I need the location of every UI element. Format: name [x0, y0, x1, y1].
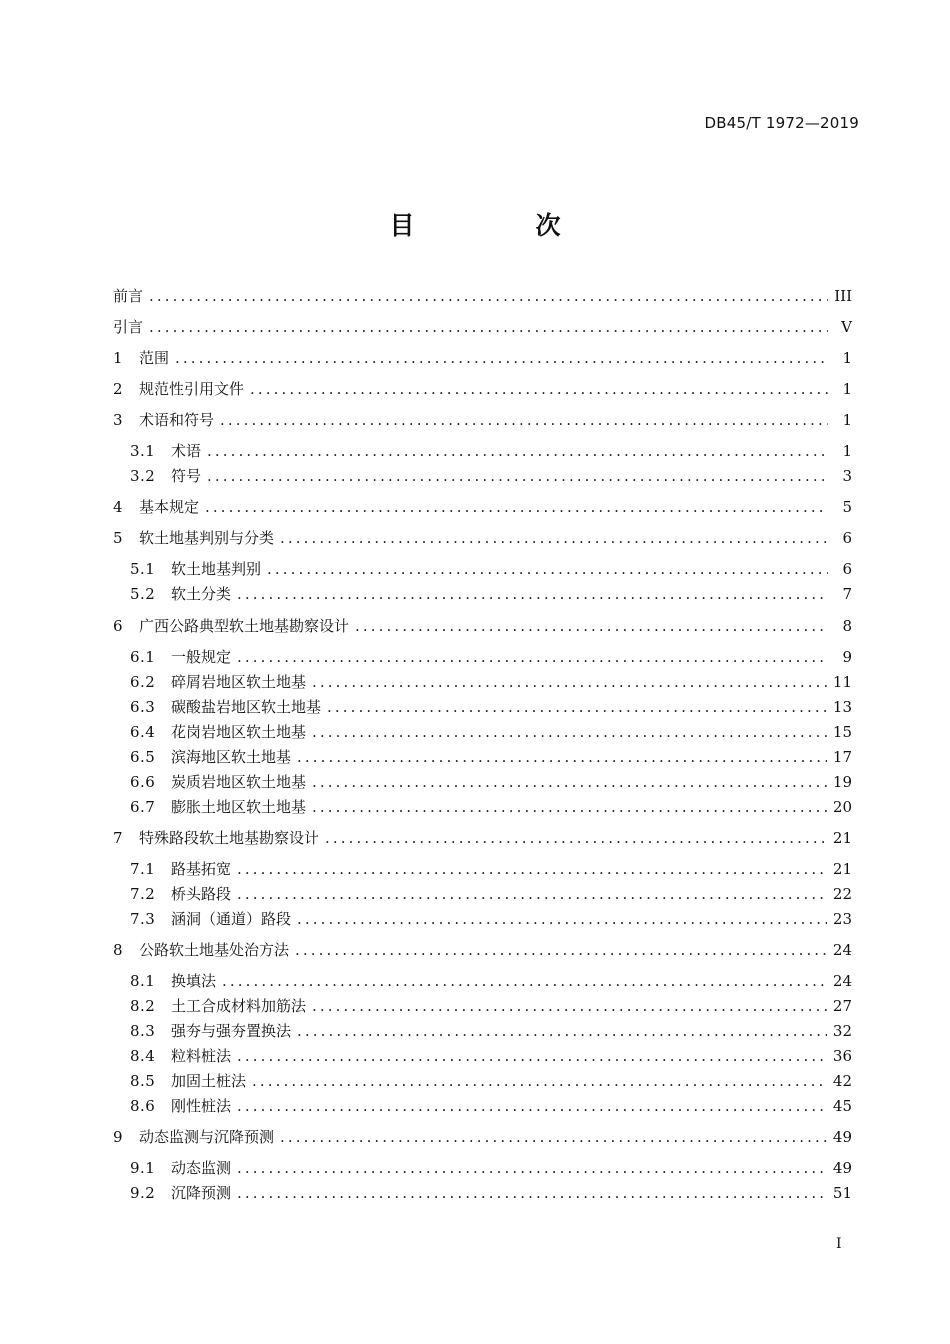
toc-entry-label: 粒料桩法 — [171, 1047, 232, 1065]
toc-entry-page: 1 — [842, 349, 852, 367]
toc-entry-page: 21 — [832, 860, 852, 878]
toc-entry[interactable] — [130, 881, 852, 907]
toc-entry[interactable] — [130, 856, 852, 882]
toc-dot-leader — [312, 993, 827, 1019]
toc-entry[interactable] — [113, 613, 852, 639]
toc-entry[interactable] — [113, 283, 852, 309]
toc-entry[interactable] — [113, 407, 852, 433]
toc-entry-number: 6.2 — [130, 673, 156, 691]
toc-entry-label: 滨海地区软土地基 — [171, 748, 292, 766]
toc-entry-number: 8.1 — [130, 972, 156, 990]
toc-entry[interactable] — [130, 581, 852, 607]
toc-entry-label: 规范性引用文件 — [139, 380, 245, 398]
toc-entry-page: 51 — [832, 1184, 852, 1202]
toc-entry-number: 6.1 — [130, 648, 156, 666]
toc-entry-page: 19 — [832, 773, 852, 791]
toc-dot-leader — [312, 719, 827, 745]
toc-dot-leader — [237, 1093, 827, 1119]
toc-entry[interactable] — [113, 525, 852, 551]
toc-entry-label: 桥头路段 — [171, 885, 232, 903]
toc-dot-leader — [205, 494, 828, 520]
toc-entry[interactable] — [130, 993, 852, 1019]
toc-entry[interactable] — [130, 769, 852, 795]
toc-entry-page: 21 — [832, 829, 852, 847]
toc-dot-leader — [207, 463, 828, 489]
toc-entry[interactable] — [130, 744, 852, 770]
toc-entry-number: 9 — [113, 1128, 124, 1146]
toc-dot-leader — [297, 1018, 827, 1044]
toc-entry-label: 土工合成材料加筋法 — [171, 997, 307, 1015]
toc-dot-leader — [312, 794, 827, 820]
toc-entry-label: 刚性桩法 — [171, 1097, 232, 1115]
toc-entry[interactable] — [130, 438, 852, 464]
toc-entry-label: 动态监测与沉降预测 — [139, 1128, 275, 1146]
toc-dot-leader — [237, 1155, 827, 1181]
toc-entry-label: 强夯与强夯置换法 — [171, 1022, 292, 1040]
toc-entry-page: 1 — [842, 411, 852, 429]
toc-dot-leader — [237, 856, 827, 882]
toc-entry[interactable] — [113, 345, 852, 371]
toc-entry-page: 24 — [832, 941, 852, 959]
toc-entry-page: 22 — [832, 885, 852, 903]
toc-entry[interactable] — [130, 1043, 852, 1069]
toc-entry-page: 32 — [832, 1022, 852, 1040]
toc-entry-number: 7 — [113, 829, 124, 847]
toc-entry-label: 涵洞（通道）路段 — [171, 910, 292, 928]
toc-entry[interactable] — [130, 1093, 852, 1119]
toc-entry-label: 沉降预测 — [171, 1184, 232, 1202]
toc-dot-leader — [220, 407, 828, 433]
toc-dot-leader — [252, 1068, 827, 1094]
toc-entry-page: 36 — [832, 1047, 852, 1065]
toc-entry-label: 引言 — [113, 318, 144, 336]
toc-dot-leader — [237, 581, 828, 607]
toc-entry-page: 49 — [832, 1128, 852, 1146]
toc-entry[interactable] — [130, 968, 852, 994]
page-number: I — [836, 1236, 842, 1252]
toc-entry-label: 碳酸盐岩地区软土地基 — [171, 698, 322, 716]
toc-entry-label: 膨胀土地区软土地基 — [171, 798, 307, 816]
toc-entry[interactable] — [113, 825, 852, 851]
toc-entry-number: 8.2 — [130, 997, 156, 1015]
toc-entry-label: 一般规定 — [171, 648, 232, 666]
toc-dot-leader — [312, 769, 827, 795]
toc-entry-page: 1 — [842, 442, 852, 460]
toc-entry-page: 15 — [832, 723, 852, 741]
toc-entry-page: 45 — [832, 1097, 852, 1115]
toc-dot-leader — [297, 744, 827, 770]
toc-entry-label: 术语和符号 — [139, 411, 215, 429]
toc-entry-number: 9.1 — [130, 1159, 156, 1177]
toc-entry[interactable] — [130, 1018, 852, 1044]
toc-dot-leader — [207, 438, 828, 464]
toc-entry-label: 范围 — [139, 349, 170, 367]
toc-entry-page: 17 — [832, 748, 852, 766]
toc-entry-number: 6.3 — [130, 698, 156, 716]
toc-entry-label: 术语 — [171, 442, 202, 460]
toc-entry-page: 11 — [832, 673, 852, 691]
toc-entry[interactable] — [113, 1124, 852, 1150]
toc-dot-leader — [237, 1180, 827, 1206]
toc-dot-leader — [355, 613, 828, 639]
toc-entry-number: 7.3 — [130, 910, 156, 928]
toc-dot-leader — [222, 968, 827, 994]
toc-dot-leader — [312, 669, 827, 695]
toc-entry-page: 13 — [832, 698, 852, 716]
toc-entry[interactable] — [130, 1068, 852, 1094]
toc-entry-number: 7.1 — [130, 860, 156, 878]
toc-entry[interactable] — [130, 1155, 852, 1181]
toc-dot-leader — [175, 345, 828, 371]
toc-entry-number: 3.1 — [130, 442, 156, 460]
toc-entry-page: 24 — [832, 972, 852, 990]
toc-entry-page: 27 — [832, 997, 852, 1015]
toc-dot-leader — [295, 937, 827, 963]
toc-entry-label: 花岗岩地区软土地基 — [171, 723, 307, 741]
toc-entry[interactable] — [130, 556, 852, 582]
toc-entry-number: 8.3 — [130, 1022, 156, 1040]
toc-entry[interactable] — [130, 669, 852, 695]
page-title: 目 次 — [389, 211, 609, 240]
toc-entry-number: 5 — [113, 529, 124, 547]
toc-entry-number: 8.5 — [130, 1072, 156, 1090]
toc-entry-label: 路基拓宽 — [171, 860, 232, 878]
toc-entry-page: 5 — [842, 498, 852, 516]
toc-entry-page: 23 — [832, 910, 852, 928]
toc-entry-number: 5.2 — [130, 585, 156, 603]
toc-entry-number: 6.5 — [130, 748, 156, 766]
toc-entry-number: 3.2 — [130, 467, 156, 485]
toc-entry-number: 6 — [113, 617, 124, 635]
toc-entry-label: 公路软土地基处治方法 — [139, 941, 290, 959]
toc-entry-page: 3 — [842, 467, 852, 485]
toc-entry[interactable] — [130, 1180, 852, 1206]
toc-entry[interactable] — [113, 494, 852, 520]
toc-entry[interactable] — [130, 719, 852, 745]
toc-entry-number: 8.4 — [130, 1047, 156, 1065]
toc-entry-label: 特殊路段软土地基勘察设计 — [139, 829, 320, 847]
toc-entry-number: 6.7 — [130, 798, 156, 816]
toc-dot-leader — [267, 556, 828, 582]
toc-entry-page: 9 — [842, 648, 852, 666]
toc-dot-leader — [325, 825, 827, 851]
toc-entry-number: 6.4 — [130, 723, 156, 741]
toc-dot-leader — [149, 314, 828, 340]
toc-entry-page: 20 — [832, 798, 852, 816]
toc-entry-label: 动态监测 — [171, 1159, 232, 1177]
toc-entry-label: 软土地基判别 — [171, 560, 262, 578]
document-code: DB45/T 1972—2019 — [704, 114, 859, 132]
toc-dot-leader — [280, 1124, 827, 1150]
toc-dot-leader — [297, 906, 827, 932]
toc-entry[interactable] — [130, 463, 852, 489]
toc-dot-leader — [250, 376, 828, 402]
toc-entry-label: 广西公路典型软土地基勘察设计 — [139, 617, 350, 635]
toc-entry[interactable] — [130, 694, 852, 720]
toc-entry[interactable] — [130, 794, 852, 820]
toc-entry-page: 1 — [842, 380, 852, 398]
toc-entry-number: 2 — [113, 380, 124, 398]
toc-entry-page: 6 — [842, 529, 852, 547]
toc-entry[interactable] — [130, 644, 852, 670]
toc-entry-label: 加固土桩法 — [171, 1072, 247, 1090]
toc-entry-number: 6.6 — [130, 773, 156, 791]
toc-entry[interactable] — [113, 314, 852, 340]
toc-dot-leader — [237, 881, 827, 907]
toc-dot-leader — [280, 525, 828, 551]
toc-dot-leader — [149, 283, 828, 309]
toc-entry-page: 8 — [842, 617, 852, 635]
toc-entry-page: V — [841, 318, 852, 336]
toc-entry[interactable] — [113, 937, 852, 963]
toc-entry-number: 8 — [113, 941, 124, 959]
toc-entry-number: 7.2 — [130, 885, 156, 903]
toc-entry-label: 换填法 — [171, 972, 217, 990]
toc-entry-label: 符号 — [171, 467, 202, 485]
toc-dot-leader — [327, 694, 827, 720]
toc-entry-label: 前言 — [113, 287, 144, 305]
toc-entry-label: 软土分类 — [171, 585, 232, 603]
toc-entry-page: 42 — [832, 1072, 852, 1090]
toc-entry[interactable] — [113, 376, 852, 402]
toc-entry-label: 炭质岩地区软土地基 — [171, 773, 307, 791]
toc-entry-number: 3 — [113, 411, 124, 429]
toc-entry-number: 4 — [113, 498, 124, 516]
toc-entry-page: 6 — [842, 560, 852, 578]
toc-dot-leader — [237, 644, 828, 670]
toc-entry-number: 1 — [113, 349, 124, 367]
toc-entry-page: 49 — [832, 1159, 852, 1177]
toc-entry-label: 碎屑岩地区软土地基 — [171, 673, 307, 691]
toc-entry-label: 基本规定 — [139, 498, 200, 516]
toc-entry-number: 5.1 — [130, 560, 156, 578]
toc-entry[interactable] — [130, 906, 852, 932]
toc-entry-page: III — [834, 287, 852, 305]
toc-entry-label: 软土地基判别与分类 — [139, 529, 275, 547]
toc-dot-leader — [237, 1043, 827, 1069]
toc-entry-number: 8.6 — [130, 1097, 156, 1115]
toc-entry-page: 7 — [842, 585, 852, 603]
toc-entry-number: 9.2 — [130, 1184, 156, 1202]
